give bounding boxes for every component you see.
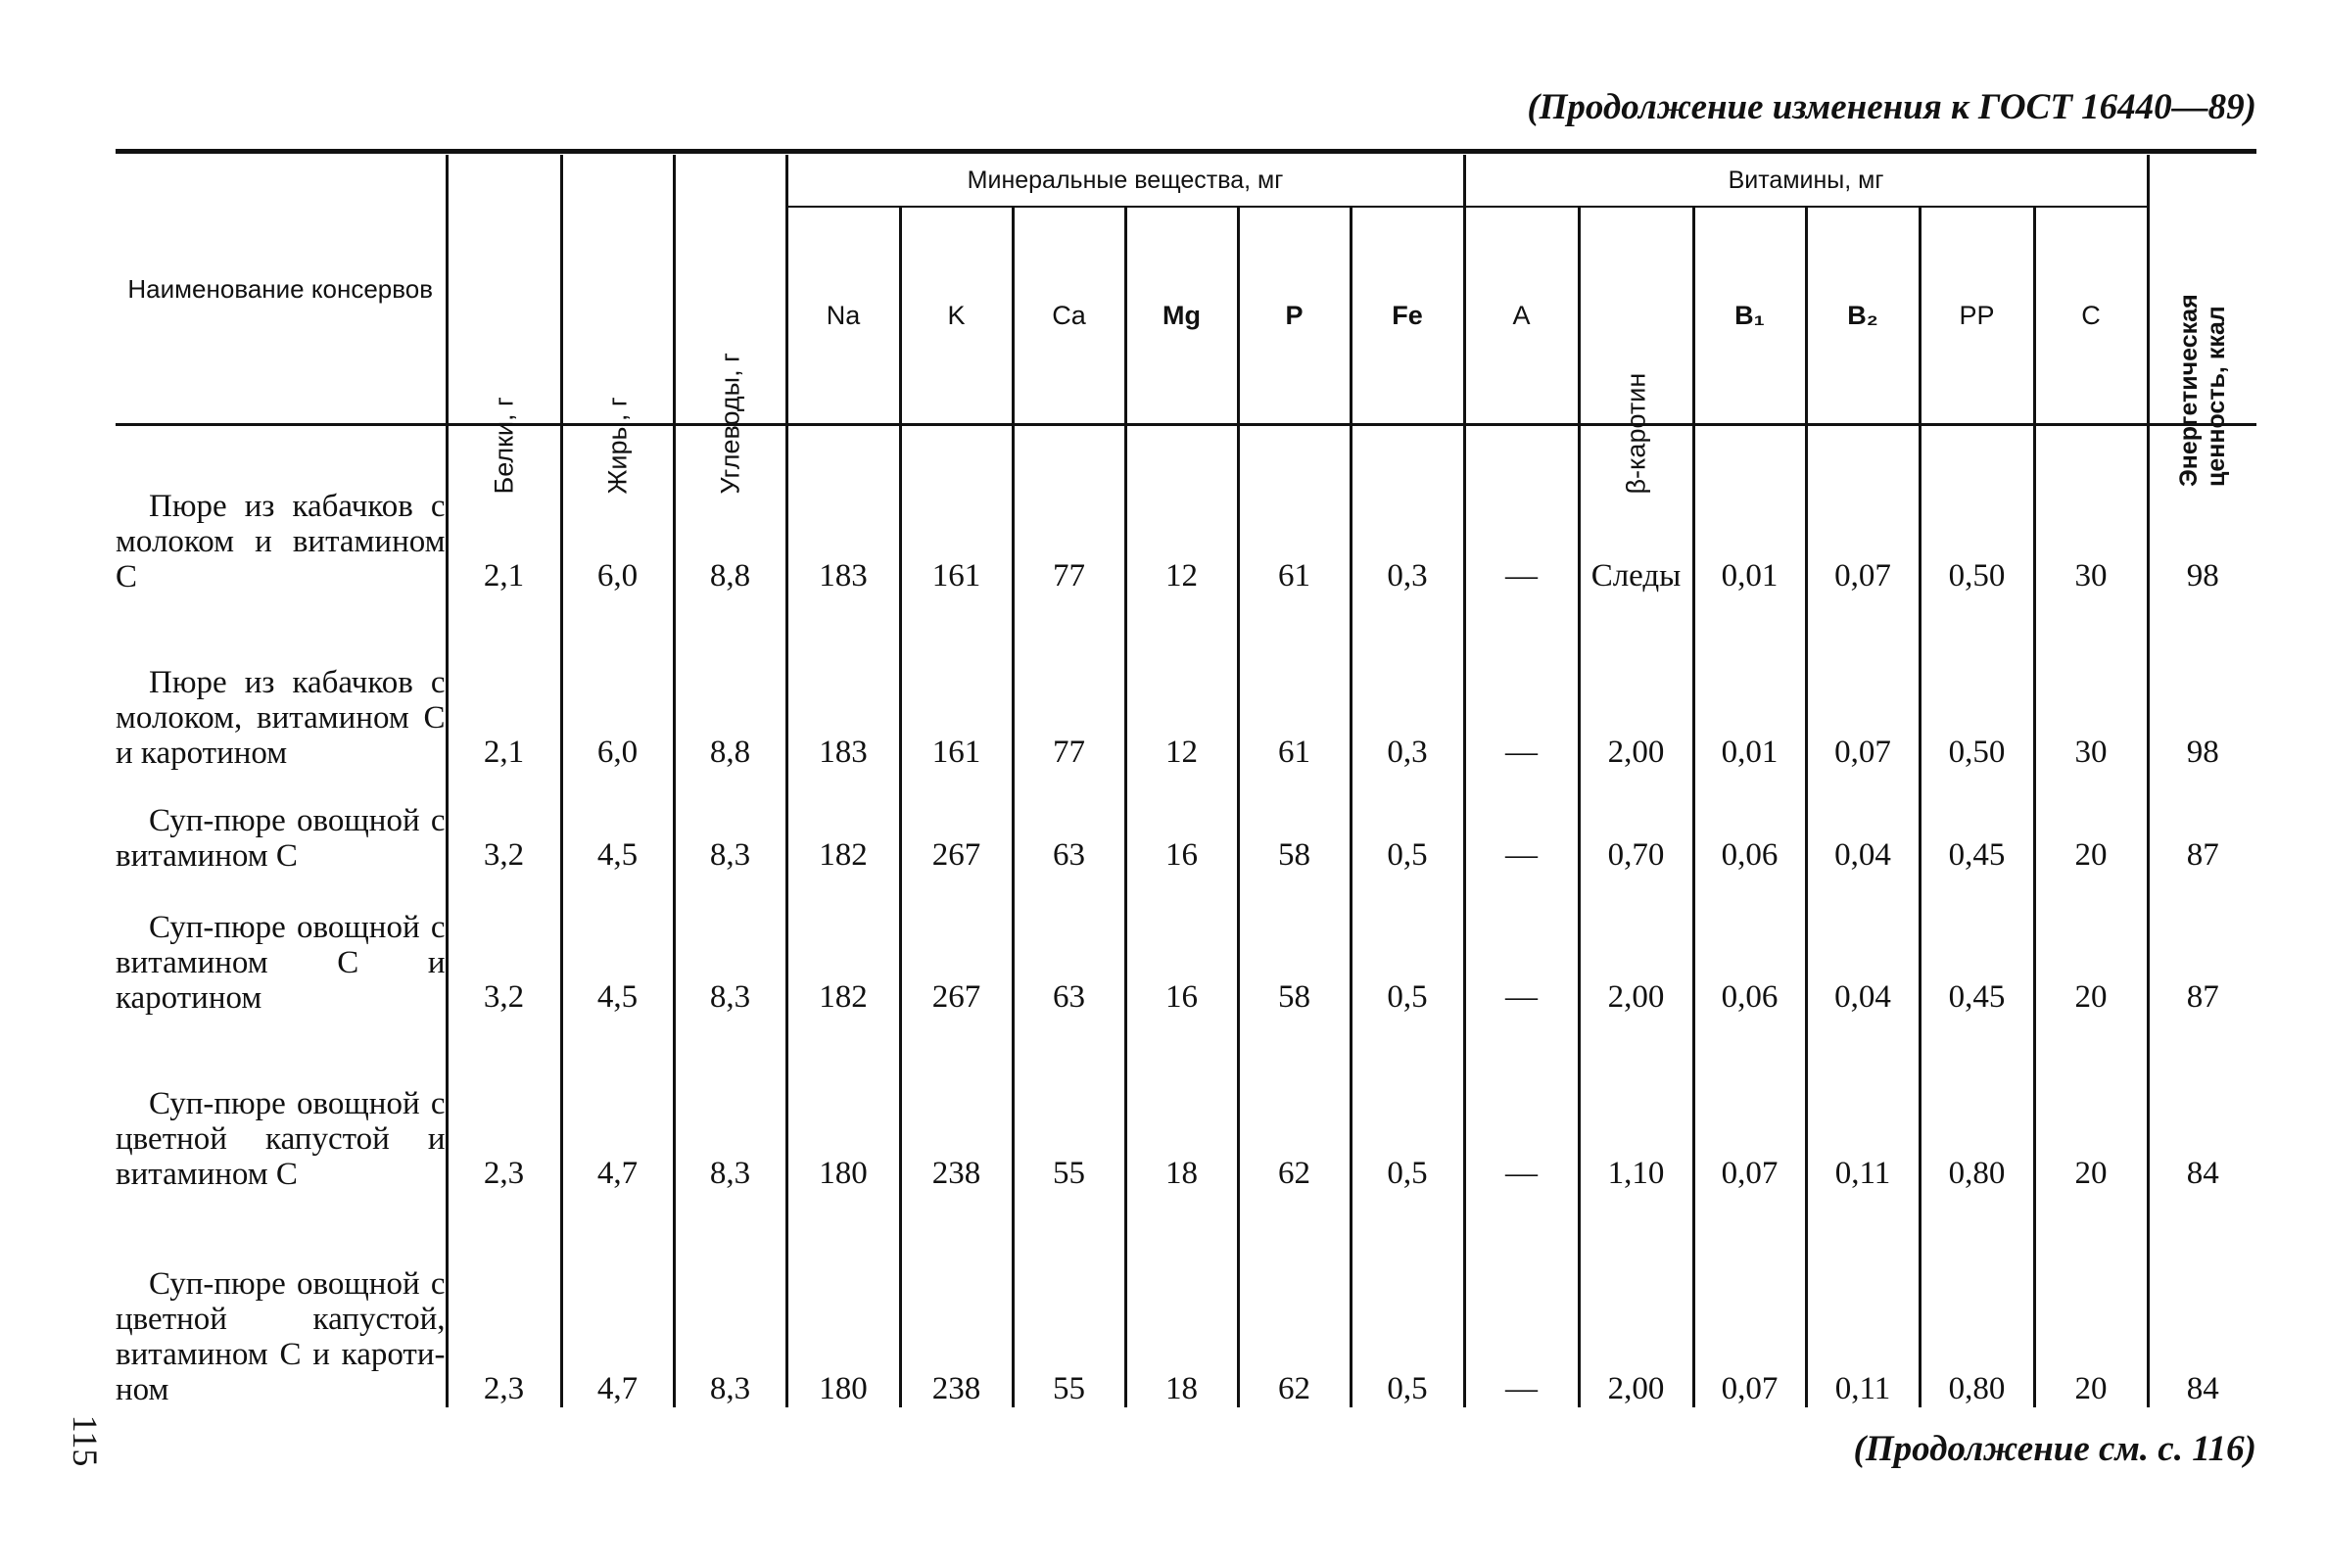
cell-mg: 16 <box>1125 874 1238 1016</box>
column-header-fats: Жиры, г <box>561 155 674 423</box>
cell-b2: 0,04 <box>1806 874 1920 1016</box>
cell-k: 238 <box>900 1192 1013 1407</box>
cell-beta-carotene: Следы <box>1579 423 1693 594</box>
product-name: Пюре из кабачков с молоком и витамином С <box>116 489 446 594</box>
cell-b1: 0,06 <box>1693 874 1806 1016</box>
product-name: Суп-пюре овощной с витамином С и каротином <box>116 910 446 1016</box>
cell-p: 58 <box>1238 771 1351 874</box>
cell-carbs: 8,3 <box>674 874 786 1016</box>
cell-fe: 0,5 <box>1351 771 1464 874</box>
column-header-b2: B₂ <box>1806 207 1920 423</box>
column-header-beta-carotene: β-каротин <box>1579 207 1693 423</box>
cell-beta-carotene: 2,00 <box>1579 1192 1693 1407</box>
product-name-cell <box>116 1192 447 1407</box>
cell-b2: 0,07 <box>1806 594 1920 771</box>
cell-energy: 98 <box>2148 594 2256 771</box>
column-header-proteins: Белки, г <box>447 155 561 423</box>
cell-beta-carotene: 1,10 <box>1579 1016 1693 1192</box>
product-name: Суп-пюре овощной с цветной капустой и витамином С <box>116 1086 446 1192</box>
cell-beta-carotene: 2,00 <box>1579 594 1693 771</box>
cell-pp: 0,45 <box>1920 771 2034 874</box>
table-body <box>116 423 2256 1407</box>
cell-k: 238 <box>900 1016 1013 1192</box>
cell-beta-carotene: 2,00 <box>1579 874 1693 1016</box>
cell-vitamin-a: — <box>1464 771 1579 874</box>
cell-pp: 0,50 <box>1920 594 2034 771</box>
cell-pp: 0,80 <box>1920 1192 2034 1407</box>
cell-pp: 0,50 <box>1920 423 2034 594</box>
cell-carbs: 8,8 <box>674 423 786 594</box>
cell-na: 183 <box>786 594 900 771</box>
cell-ca: 63 <box>1013 874 1125 1016</box>
column-header-c: C <box>2034 207 2148 423</box>
column-header-fe: Fe <box>1351 207 1464 423</box>
cell-carbs: 8,3 <box>674 1192 786 1407</box>
cell-carbs: 8,8 <box>674 594 786 771</box>
cell-proteins: 2,1 <box>447 423 561 594</box>
cell-mg: 16 <box>1125 771 1238 874</box>
cell-k: 161 <box>900 423 1013 594</box>
page-number: 115 <box>66 1414 105 1467</box>
cell-p: 58 <box>1238 874 1351 1016</box>
cell-c: 30 <box>2034 423 2148 594</box>
nutrition-table <box>116 155 2256 1407</box>
cell-na: 182 <box>786 874 900 1016</box>
cell-fe: 0,5 <box>1351 1192 1464 1407</box>
cell-p: 61 <box>1238 594 1351 771</box>
cell-p: 61 <box>1238 423 1351 594</box>
column-header-p: P <box>1238 207 1351 423</box>
cell-fats: 4,7 <box>561 1016 674 1192</box>
cell-energy: 84 <box>2148 1016 2256 1192</box>
cell-b1: 0,01 <box>1693 423 1806 594</box>
cell-k: 267 <box>900 874 1013 1016</box>
cell-fe: 0,5 <box>1351 874 1464 1016</box>
cell-ca: 55 <box>1013 1192 1125 1407</box>
cell-pp: 0,80 <box>1920 1016 2034 1192</box>
column-header-na: Na <box>786 207 900 423</box>
table-row <box>116 423 2256 594</box>
cell-proteins: 2,1 <box>447 594 561 771</box>
cell-b2: 0,04 <box>1806 771 1920 874</box>
cell-na: 183 <box>786 423 900 594</box>
cell-c: 20 <box>2034 874 2148 1016</box>
cell-b1: 0,07 <box>1693 1016 1806 1192</box>
cell-b2: 0,11 <box>1806 1192 1920 1407</box>
cell-proteins: 3,2 <box>447 874 561 1016</box>
cell-carbs: 8,3 <box>674 771 786 874</box>
cell-proteins: 2,3 <box>447 1016 561 1192</box>
table-row <box>116 1016 2256 1192</box>
cell-fe: 0,3 <box>1351 594 1464 771</box>
top-rule <box>116 149 2256 154</box>
cell-vitamin-a: — <box>1464 874 1579 1016</box>
cell-c: 30 <box>2034 594 2148 771</box>
cell-fe: 0,3 <box>1351 423 1464 594</box>
cell-c: 20 <box>2034 1016 2148 1192</box>
cell-mg: 18 <box>1125 1016 1238 1192</box>
cell-b2: 0,07 <box>1806 423 1920 594</box>
column-group-vitamins: Витамины, мг <box>1464 155 2148 207</box>
table-row <box>116 874 2256 1016</box>
continuation-footer: (Продолжение см. с. 116) <box>1853 1429 2256 1469</box>
cell-vitamin-a: — <box>1464 423 1579 594</box>
cell-carbs: 8,3 <box>674 1016 786 1192</box>
column-group-minerals: Минеральные вещества, мг <box>786 155 1464 207</box>
product-name: Пюре из кабачков с молоком, витамином С и каротином <box>116 665 446 771</box>
table-row <box>116 1192 2256 1407</box>
column-header-mg: Mg <box>1125 207 1238 423</box>
cell-fe: 0,5 <box>1351 1016 1464 1192</box>
column-header-k: K <box>900 207 1013 423</box>
column-header-b1: B₁ <box>1693 207 1806 423</box>
cell-k: 161 <box>900 594 1013 771</box>
cell-b1: 0,07 <box>1693 1192 1806 1407</box>
product-name-cell <box>116 594 447 771</box>
cell-energy: 84 <box>2148 1192 2256 1407</box>
cell-proteins: 3,2 <box>447 771 561 874</box>
cell-mg: 12 <box>1125 594 1238 771</box>
cell-fats: 4,5 <box>561 771 674 874</box>
product-name-cell <box>116 1016 447 1192</box>
column-header-energy: Энергетическая ценность, ккал <box>2148 155 2256 423</box>
cell-fats: 6,0 <box>561 594 674 771</box>
cell-vitamin-a: — <box>1464 1016 1579 1192</box>
cell-b1: 0,01 <box>1693 594 1806 771</box>
cell-pp: 0,45 <box>1920 874 2034 1016</box>
cell-b2: 0,11 <box>1806 1016 1920 1192</box>
cell-na: 180 <box>786 1192 900 1407</box>
cell-energy: 87 <box>2148 874 2256 1016</box>
cell-ca: 77 <box>1013 423 1125 594</box>
cell-ca: 55 <box>1013 1016 1125 1192</box>
cell-na: 180 <box>786 1016 900 1192</box>
cell-na: 182 <box>786 771 900 874</box>
product-name-cell <box>116 771 447 874</box>
cell-vitamin-a: — <box>1464 594 1579 771</box>
column-header-name: Наименование консервов <box>127 274 434 304</box>
cell-fats: 4,7 <box>561 1192 674 1407</box>
product-name: Суп-пюре овощной с витамином С <box>116 803 446 874</box>
cell-ca: 77 <box>1013 594 1125 771</box>
cell-energy: 98 <box>2148 423 2256 594</box>
cell-fats: 4,5 <box>561 874 674 1016</box>
cell-beta-carotene: 0,70 <box>1579 771 1693 874</box>
cell-fats: 6,0 <box>561 423 674 594</box>
column-header-carbs: Углеводы, г <box>674 155 786 423</box>
cell-b1: 0,06 <box>1693 771 1806 874</box>
table-row <box>116 771 2256 874</box>
table-row <box>116 594 2256 771</box>
product-name-cell <box>116 874 447 1016</box>
cell-mg: 18 <box>1125 1192 1238 1407</box>
cell-p: 62 <box>1238 1192 1351 1407</box>
cell-energy: 87 <box>2148 771 2256 874</box>
cell-vitamin-a: — <box>1464 1192 1579 1407</box>
product-name-cell <box>116 423 447 594</box>
column-header-pp: PP <box>1920 207 2034 423</box>
cell-c: 20 <box>2034 771 2148 874</box>
cell-proteins: 2,3 <box>447 1192 561 1407</box>
cell-p: 62 <box>1238 1016 1351 1192</box>
column-header-ca: Ca <box>1013 207 1125 423</box>
cell-ca: 63 <box>1013 771 1125 874</box>
column-header-vitamin-a: A <box>1464 207 1579 423</box>
cell-mg: 12 <box>1125 423 1238 594</box>
cell-k: 267 <box>900 771 1013 874</box>
product-name: Суп-пюре овощной с цветной капустой, витамином С и каротином <box>116 1266 446 1407</box>
cell-c: 20 <box>2034 1192 2148 1407</box>
continuation-header: (Продолжение изменения к ГОСТ 16440—89) <box>1527 87 2256 127</box>
